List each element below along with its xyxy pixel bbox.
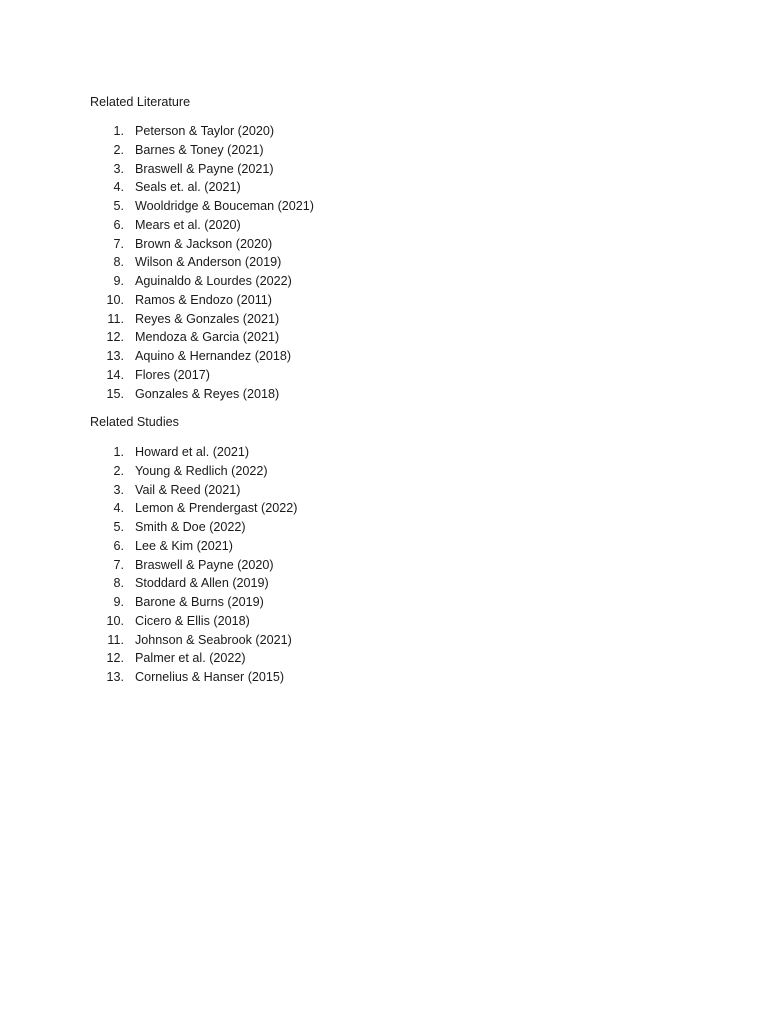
list-item-citation: Howard et al. (2021): [135, 445, 250, 459]
list-item-number: 1.: [113, 445, 124, 459]
list-item-citation: Young & Redlich (2022): [135, 463, 268, 478]
list-item-number: 11.: [107, 311, 124, 326]
list-item-number: 7.: [113, 236, 124, 251]
list-item-number: 12.: [106, 330, 124, 345]
list-item-number: 9.: [113, 274, 124, 288]
list-item-citation: Lee & Kim (2021): [135, 538, 234, 553]
list-item-citation: Ramos & Endozo (2011): [135, 292, 272, 307]
list-item-citation: Braswell & Payne (2020): [135, 557, 274, 572]
list-item-number: 4.: [113, 501, 124, 516]
list-item-number: 13.: [106, 670, 124, 684]
list-item-number: 1.: [113, 124, 124, 138]
list-item-number: 6.: [113, 217, 124, 232]
list-item-citation: Palmer et al. (2022): [135, 651, 246, 666]
list-item-number: 5.: [113, 199, 124, 213]
list-item-number: 8.: [113, 576, 124, 591]
list-item-number: 13.: [106, 349, 124, 363]
list-item-number: 2.: [113, 142, 124, 157]
section-heading-related-studies: Related Studies: [90, 415, 179, 429]
list-item-citation: Aquino & Hernandez (2018): [135, 349, 292, 363]
list-item-citation: Smith & Doe (2022): [135, 520, 246, 534]
list-item-citation: Mears et al. (2020): [135, 217, 241, 232]
list-item-number: 8.: [113, 255, 124, 270]
list-item-citation: Reyes & Gonzales (2021): [135, 311, 280, 326]
list-item-number: 12.: [106, 651, 124, 666]
list-item-number: 3.: [113, 482, 124, 497]
list-item-citation: Seals et. al. (2021): [135, 180, 241, 195]
list-item-citation: Flores (2017): [135, 367, 210, 382]
section-heading-related-literature: Related Literature: [90, 95, 191, 109]
list-item-number: 3.: [113, 161, 124, 176]
list-item-number: 11.: [107, 632, 124, 647]
list-item-citation: Barnes & Toney (2021): [135, 142, 264, 157]
list-item-number: 15.: [106, 386, 124, 401]
list-item-number: 10.: [106, 292, 124, 307]
list-item-citation: Cicero & Ellis (2018): [135, 613, 250, 628]
list-item-citation: Stoddard & Allen (2019): [135, 576, 269, 591]
list-item-citation: Barone & Burns (2019): [135, 595, 264, 609]
list-item-citation: Aguinaldo & Lourdes (2022): [135, 274, 292, 288]
list-item-number: 14.: [106, 367, 124, 382]
list-item-number: 4.: [113, 180, 124, 195]
list-item-citation: Wooldridge & Bouceman (2021): [135, 199, 314, 213]
list-item-number: 7.: [113, 557, 124, 572]
list-item-citation: Wilson & Anderson (2019): [135, 255, 282, 270]
list-item-number: 2.: [113, 463, 124, 478]
list-item-citation: Brown & Jackson (2020): [135, 236, 273, 251]
list-item-number: 9.: [113, 595, 124, 609]
list-item-citation: Vail & Reed (2021): [135, 482, 241, 497]
list-item-citation: Cornelius & Hanser (2015): [135, 670, 285, 684]
list-item-citation: Peterson & Taylor (2020): [135, 124, 275, 138]
list-item-number: 10.: [106, 613, 124, 628]
list-item-citation: Lemon & Prendergast (2022): [135, 501, 298, 516]
list-item-number: 5.: [113, 520, 124, 534]
list-item-citation: Mendoza & Garcia (2021): [135, 330, 280, 345]
list-item-citation: Braswell & Payne (2021): [135, 161, 274, 176]
list-item-number: 6.: [113, 538, 124, 553]
list-item-citation: Johnson & Seabrook (2021): [135, 632, 292, 647]
list-item-citation: Gonzales & Reyes (2018): [135, 386, 280, 401]
